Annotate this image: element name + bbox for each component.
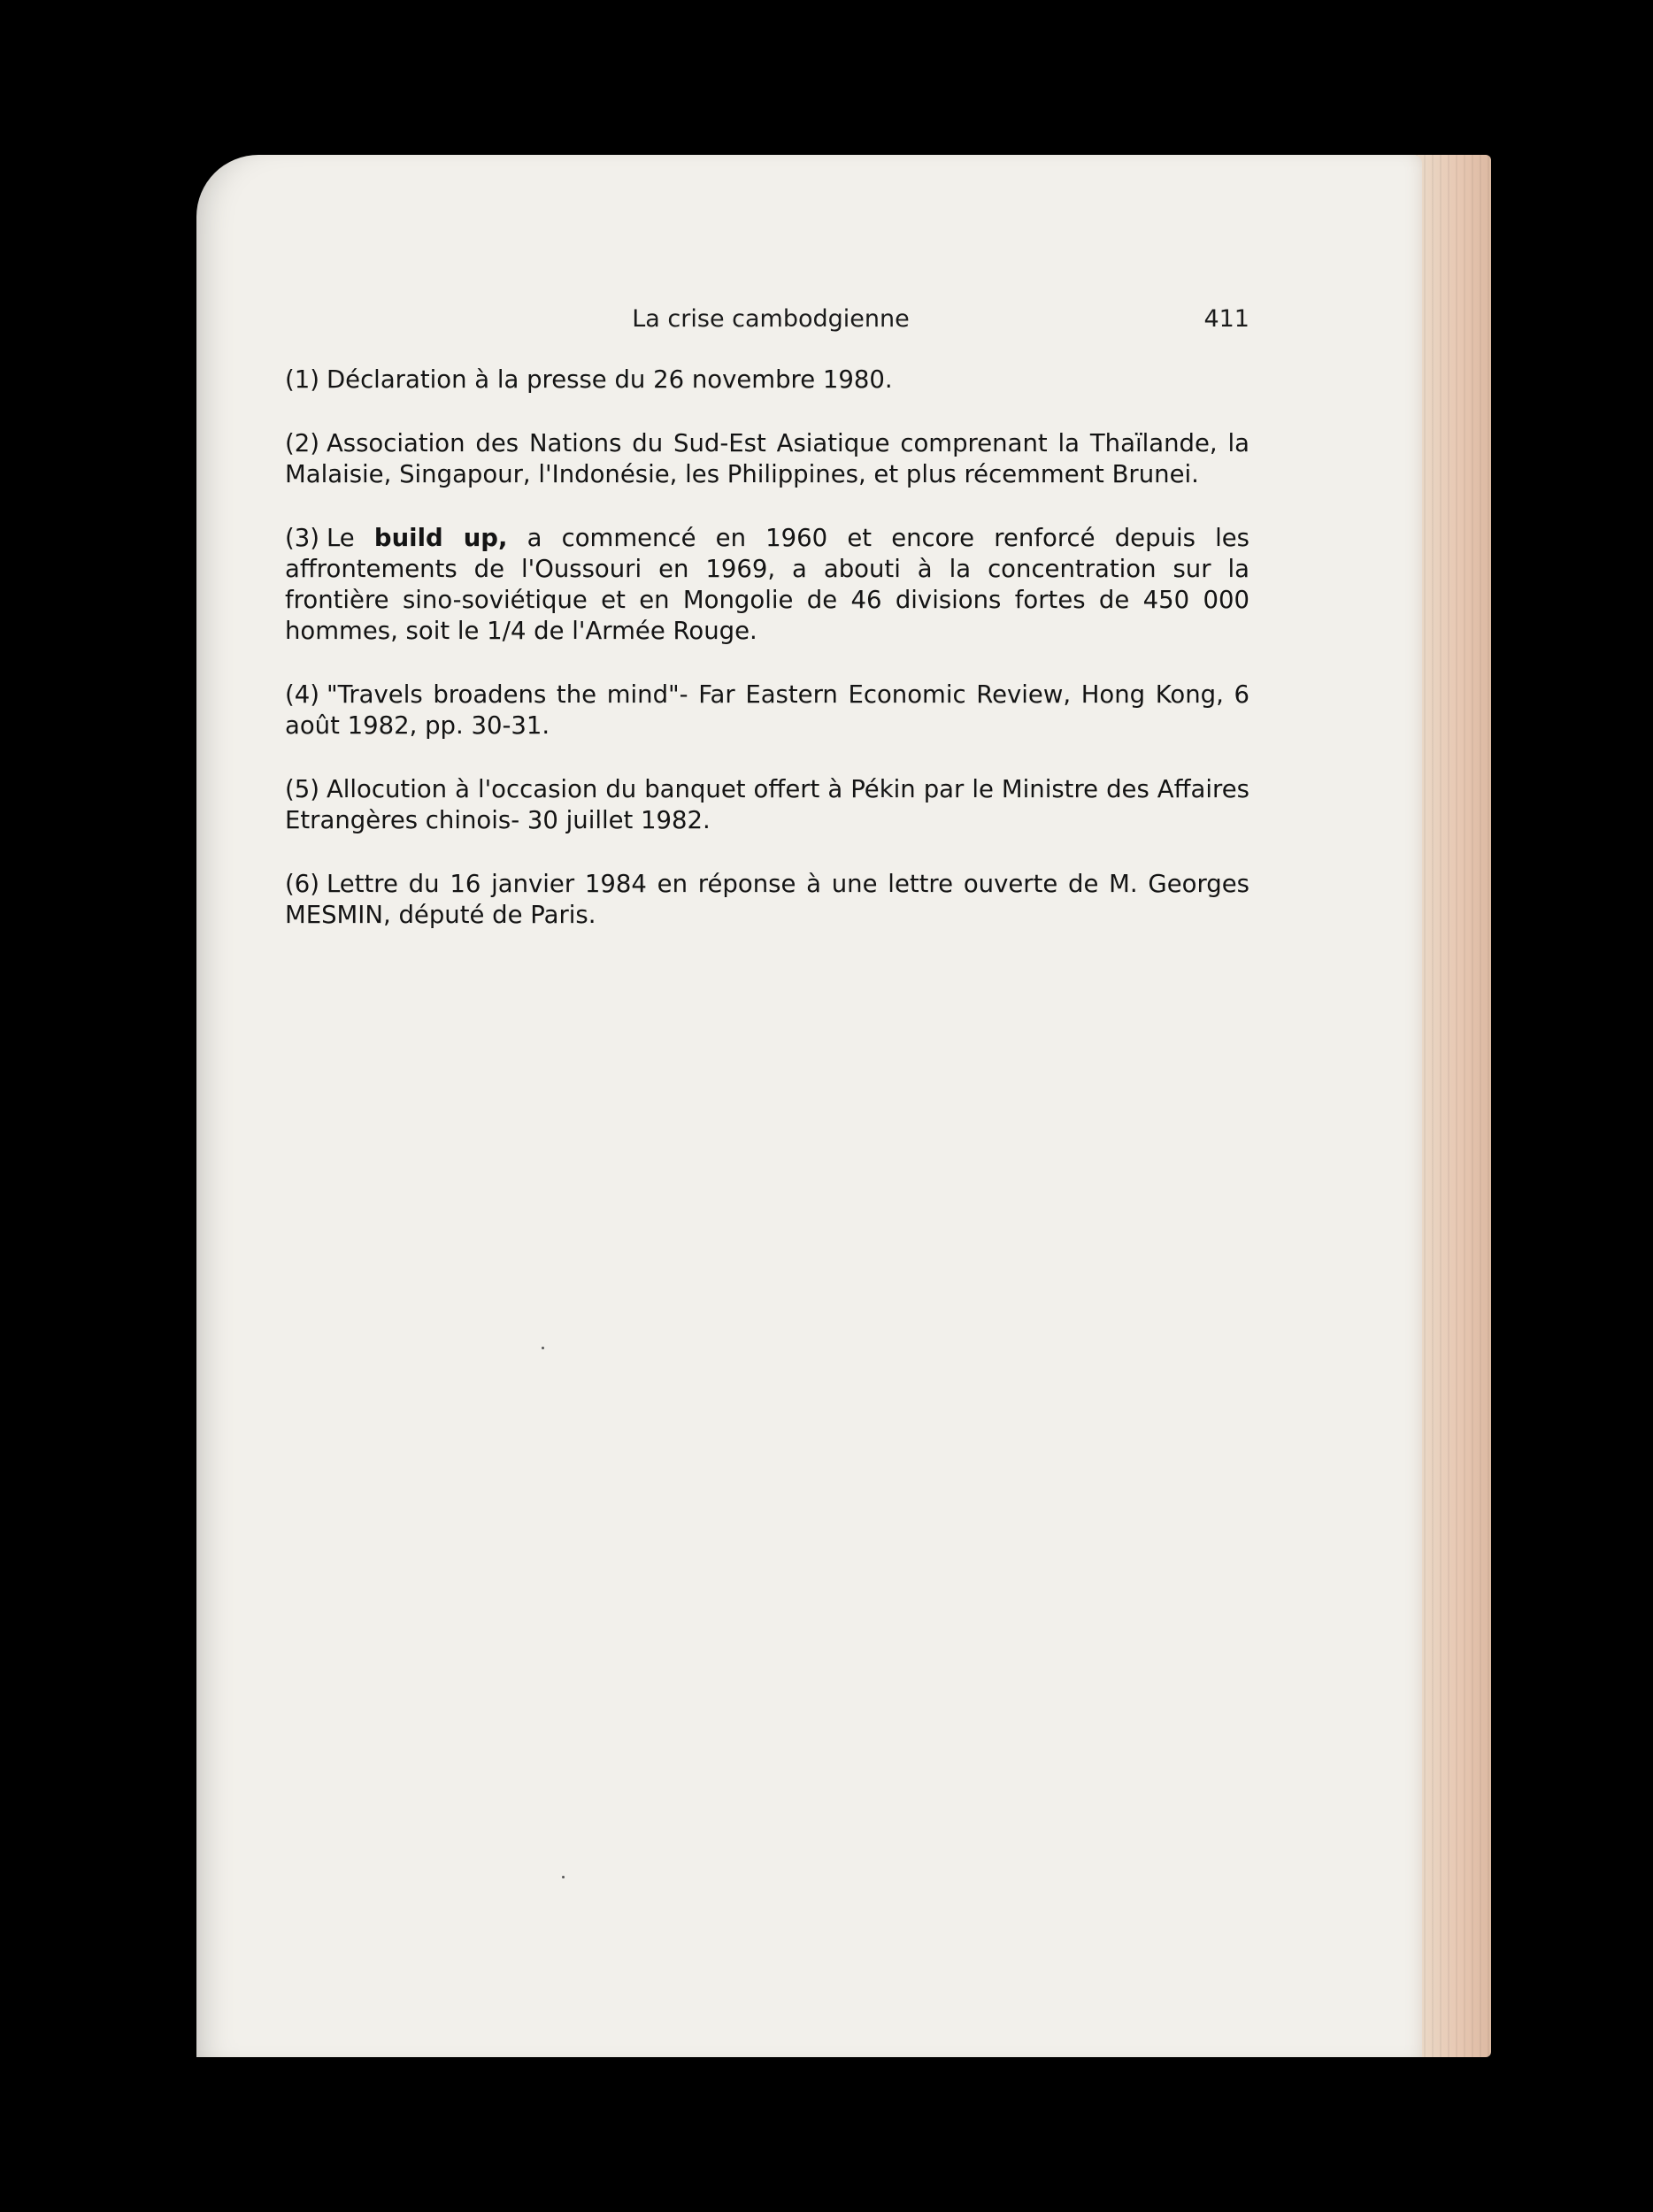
footnote-text-after: a commencé en 1960 et encore renforcé depuis les affrontements de l'Oussouri en 1969, a abouti à la concentration sur la frontière sino-soviétique et en Mongolie de 46 divisions fortes de 450 000 hommes, soit le 1/4 de l'Armée Rouge.: [285, 524, 1249, 645]
footnote-number: (1): [285, 365, 319, 394]
footnote-text: Association des Nations du Sud-Est Asiatique comprenant la Thaïlande, la Malaisie, Singapour, l'Indonésie, les Philippines, et plus récemment Brunei.: [285, 429, 1249, 488]
footnote-4: [285, 680, 1249, 741]
running-title: La crise cambodgienne: [632, 305, 910, 333]
footnotes: [285, 365, 1249, 964]
footnote-6: [285, 869, 1249, 931]
footnote-text: Lettre du 16 janvier 1984 en réponse à une lettre ouverte de M. Georges MESMIN, député de Paris.: [285, 870, 1249, 929]
speck: [562, 1876, 565, 1878]
footnote-number: (3): [285, 524, 319, 552]
speck: [542, 1347, 544, 1349]
footnote-text: Déclaration à la presse du 26 novembre 1980.: [326, 365, 893, 394]
footnote-5: [285, 774, 1249, 836]
footnote-bold-term: build up,: [373, 524, 508, 552]
page-number: 411: [1203, 305, 1249, 333]
footnote-1: [285, 365, 1249, 396]
footnote-text: Allocution à l'occasion du banquet offert à Pékin par le Ministre des Affaires Etrangères chinois- 30 juillet 1982.: [285, 775, 1249, 834]
footnote-text: "Travels broadens the mind"- Far Eastern Economic Review, Hong Kong, 6 août 1982, pp. 30-31.: [285, 680, 1249, 740]
page-header: [292, 305, 1249, 341]
footnote-number: (6): [285, 870, 319, 898]
footnote-number: (5): [285, 775, 319, 803]
footnote-text-before: Le: [326, 524, 355, 552]
footnote-number: (4): [285, 680, 319, 709]
footnote-number: (2): [285, 429, 319, 457]
footnote-2: [285, 428, 1249, 490]
footnote-3: [285, 523, 1249, 647]
